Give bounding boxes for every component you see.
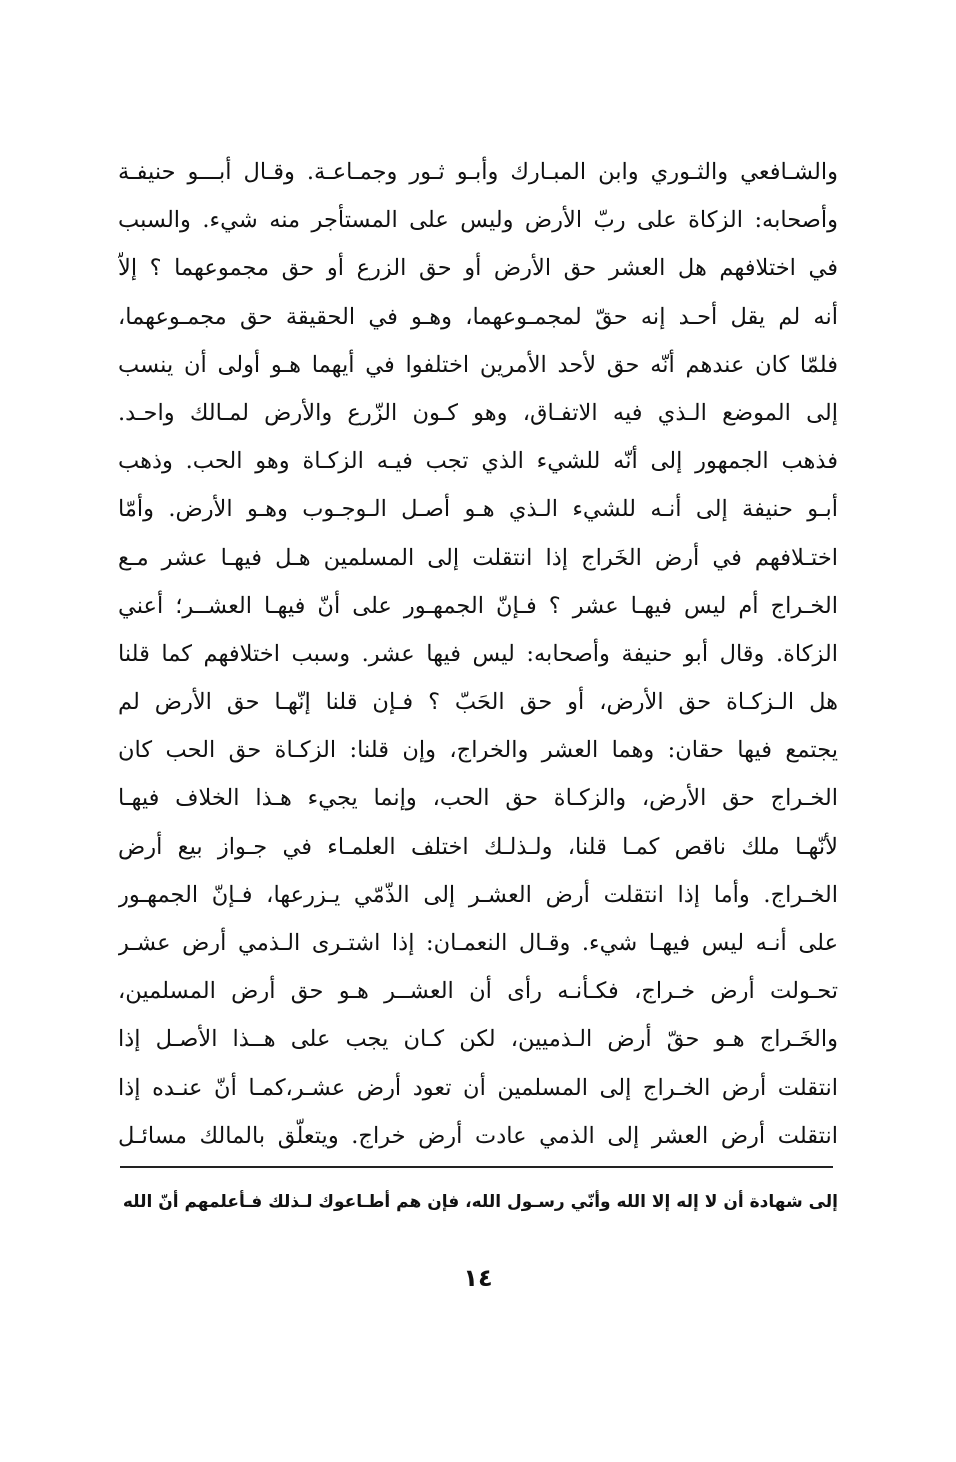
text-line: إلى الموضع الـذي فيه الاتفـاق، وهو كـون الزّرع والأرض لمـالك واحـد. xyxy=(118,399,838,426)
text-line: فذهب الجمهور إلى أنّه للشيء الذي تجب فيـه الزكـاة وهو الحب. وذهب xyxy=(118,448,838,475)
text-line: اختـلافهم في أرض الخَراج إذا انتقلت إلى المسلمين هـل فيهـا عشر مـع xyxy=(118,544,838,571)
text-line: انتقلت أرض العشر إلى الذمي عادت أرض خراج. ويتعلّق بالمالك مسائـل xyxy=(118,1122,838,1149)
text-line: الخـراج حق الأرض، والزكـاة حق الحب، وإنما يجيء هـذا الخلاف فيهـا xyxy=(118,785,838,812)
text-line: انتقلت أرض الخـراج إلى المسلمين أن تعود أرض عشـر،كمـا أنّ عنـده إذا xyxy=(118,1074,838,1101)
page-number: ١٤ xyxy=(463,1264,493,1292)
text-line: يجتمع فيها حقان: وهما العشر والخراج، وإن قلنا: الزكـاة حق الحب كان xyxy=(118,737,838,764)
text-line: هل الـزكـاة حق الأرض، أو حق الحَبّ ؟ فـإن قلنا إنّهـا حق الأرض لم xyxy=(118,689,838,716)
text-line: لأنّهـا ملك ناقص كمـا قلنا، ولـذلـك اختلف العلمـاء في جـواز بيع أرض xyxy=(118,833,838,860)
footnote-text: إلى شهادة أن لا إله إلا الله وأنّي رسـول الله، فإن هم أطـاعوك لـذلك فـأعلمهم أنّ الله xyxy=(122,1192,838,1212)
text-line: وأصحابه: الزكاة على ربّ الأرض وليس على المستأجر منه شيء. والسبب xyxy=(118,207,838,234)
text-line: والخَـراج هـو حقّ أرض الـذميين، لكن كـان يجب على هــذا الأصـل إذا xyxy=(118,1026,838,1053)
text-line: فلمّا كان عندهم أنّه حق لأحد الأمرين اختلفوا في أيهما هـو أولى أن ينسب xyxy=(118,351,838,378)
text-line: على أنـه ليس فيهـا شيء. وقـال النعمـان: إذا اشتـرى الـذمي أرض عشـر xyxy=(118,930,838,956)
text-line: والشـافعي والثـوري وابن المبـارك وأبـو ثـور وجمـاعـة. وقـال أبـــو حنيفـة xyxy=(118,159,838,185)
text-line: الزكاة. وقال أبو حنيفة وأصحابه: ليس فيها عشر. وسبب اختلافهم كما قلنا xyxy=(118,640,838,667)
text-line: أبـو حنيفة إلى أنـه للشيء الـذي هـو أصـل الـوجـوب وهـو الأرض. وأمّا xyxy=(118,496,838,523)
text-line: في اختلافهم هل العشر حق الأرض أو حق الزرع أو حق مجموعهما ؟ إلاّ xyxy=(118,255,838,282)
text-line: أنه لم يقل أحـد إنه حقّ لمجمـوعهما، وهـو في الحقيقة حق مجمـوعهما، xyxy=(118,303,838,330)
text-line: الخـراج. وأما إذا انتقلت أرض العشـر إلى الذّمّي يـزرعها، فـإنّ الجمهـور xyxy=(118,881,838,908)
text-line: الخـراج أم ليس فيهـا عشر ؟ فـإنّ الجمهـور على أنّ فيهـا العشــر؛ أعني xyxy=(118,592,838,619)
main-text-block xyxy=(118,148,838,1160)
text-line: تحـولت أرض خـراج، فكـأنـه رأى أن العشــر هـو حق أرض المسلمين، xyxy=(118,978,838,1005)
footnote-divider xyxy=(120,1166,833,1168)
